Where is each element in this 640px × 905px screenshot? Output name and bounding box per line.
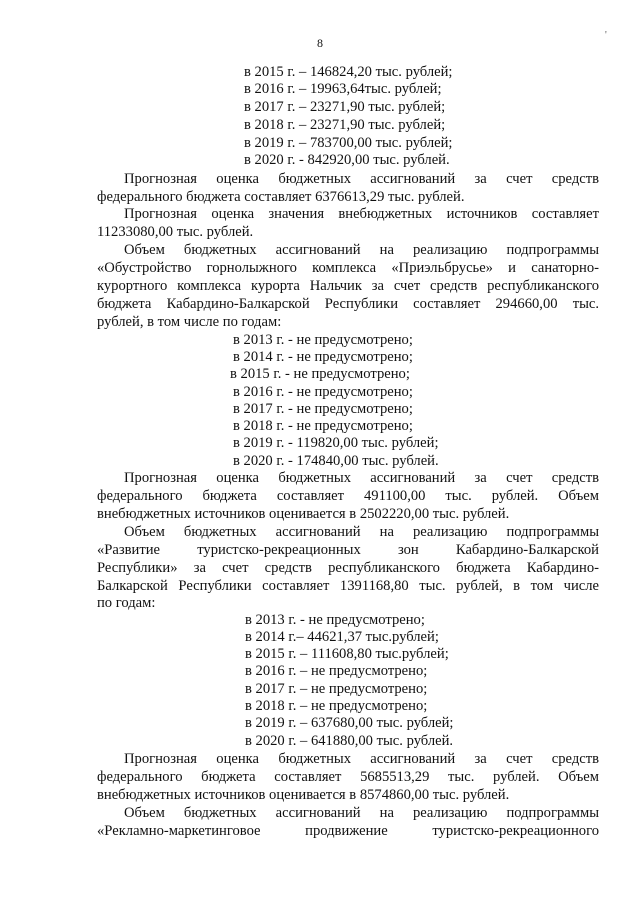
year-line: в 2019 г. – 783700,00 тыс. рублей;: [244, 135, 453, 151]
paragraph-line: Прогнозная оценка бюджетных ассигнований за счет средств: [124, 751, 599, 767]
paragraph-line: «Рекламно-маркетинговое продвижение туристско-рекреационного: [97, 823, 599, 839]
paragraph-line: Объем бюджетных ассигнований на реализацию подпрограммы: [124, 524, 599, 540]
year-line: в 2018 г. - не предусмотрено;: [233, 418, 413, 434]
year-line: в 2020 г. - 174840,00 тыс. рублей.: [233, 453, 439, 469]
year-line: в 2018 г. – 23271,90 тыс. рублей;: [244, 117, 446, 133]
paragraph-line: Объем бюджетных ассигнований на реализацию подпрограммы: [124, 805, 599, 821]
year-line: в 2017 г. – 23271,90 тыс. рублей;: [244, 99, 446, 115]
paragraph-line: Прогнозная оценка бюджетных ассигнований за счет средств: [124, 171, 599, 187]
year-line: в 2019 г. – 637680,00 тыс. рублей;: [245, 715, 454, 731]
paragraph-line: федерального бюджета составляет 5685513,29 тыс. рублей. Объем: [97, 769, 599, 785]
year-line: в 2017 г. – не предусмотрено;: [245, 681, 428, 697]
paragraph-line: федерального бюджета составляет 6376613,29 тыс. рублей.: [97, 189, 465, 205]
paragraph-line: Республики» за счет средств республиканского бюджета Кабардино-: [97, 560, 599, 576]
paragraph-line: рублей, в том числе по годам:: [97, 314, 282, 330]
paragraph-line: федерального бюджета составляет 491100,00 тыс. рублей. Объем: [97, 488, 599, 504]
year-line: в 2016 г. – 19963,64тыс. рублей;: [244, 81, 442, 97]
year-line: в 2013 г. - не предусмотрено;: [245, 612, 425, 628]
year-line: в 2013 г. - не предусмотрено;: [233, 332, 413, 348]
paragraph-line: внебюджетных источников оценивается в 2502220,00 тыс. рублей.: [97, 506, 510, 522]
year-line: в 2014 г. - не предусмотрено;: [233, 349, 413, 365]
paragraph-line: 11233080,00 тыс. рублей.: [97, 224, 254, 240]
paragraph-line: внебюджетных источников оценивается в 8574860,00 тыс. рублей.: [97, 787, 510, 803]
paragraph-line: Балкарской Республики составляет 1391168,80 тыс. рублей, в том числе: [97, 578, 599, 594]
year-line: в 2015 г. – 146824,20 тыс. рублей;: [244, 64, 453, 80]
paragraph-line: Объем бюджетных ассигнований на реализацию подпрограммы: [124, 242, 599, 258]
page-number: 8: [317, 36, 323, 50]
paragraph-line: Прогнозная оценка значения внебюджетных источников составляет: [124, 206, 599, 222]
paragraph-line: по годам:: [97, 595, 156, 611]
paragraph-line: бюджета Кабардино-Балкарской Республики составляет 294660,00 тыс.: [97, 296, 599, 312]
year-line: в 2019 г. - 119820,00 тыс. рублей;: [233, 435, 439, 451]
year-line: в 2016 г. – не предусмотрено;: [245, 663, 428, 679]
paragraph-line: «Обустройство горнолыжного комплекса «Приэльбрусье» и санаторно-: [97, 260, 599, 276]
year-line: в 2020 г. – 641880,00 тыс. рублей.: [245, 733, 454, 749]
paragraph-line: «Развитие туристско-рекреационных зон Кабардино-Балкарской: [97, 542, 599, 558]
paragraph-line: курортного комплекса курорта Нальчик за счет средств республиканского: [97, 278, 599, 294]
year-line: в 2015 г. - не предусмотрено;: [230, 366, 410, 382]
paragraph-line: Прогнозная оценка бюджетных ассигнований за счет средств: [124, 470, 599, 486]
year-line: в 2018 г. – не предусмотрено;: [245, 698, 428, 714]
year-line: в 2015 г. – 111608,80 тыс.рублей;: [245, 646, 449, 662]
scan-mark: ': [605, 30, 607, 41]
year-line: в 2014 г.– 44621,37 тыс.рублей;: [245, 629, 439, 645]
year-line: в 2020 г. - 842920,00 тыс. рублей.: [244, 152, 450, 168]
year-line: в 2016 г. - не предусмотрено;: [233, 384, 413, 400]
year-line: в 2017 г. - не предусмотрено;: [233, 401, 413, 417]
